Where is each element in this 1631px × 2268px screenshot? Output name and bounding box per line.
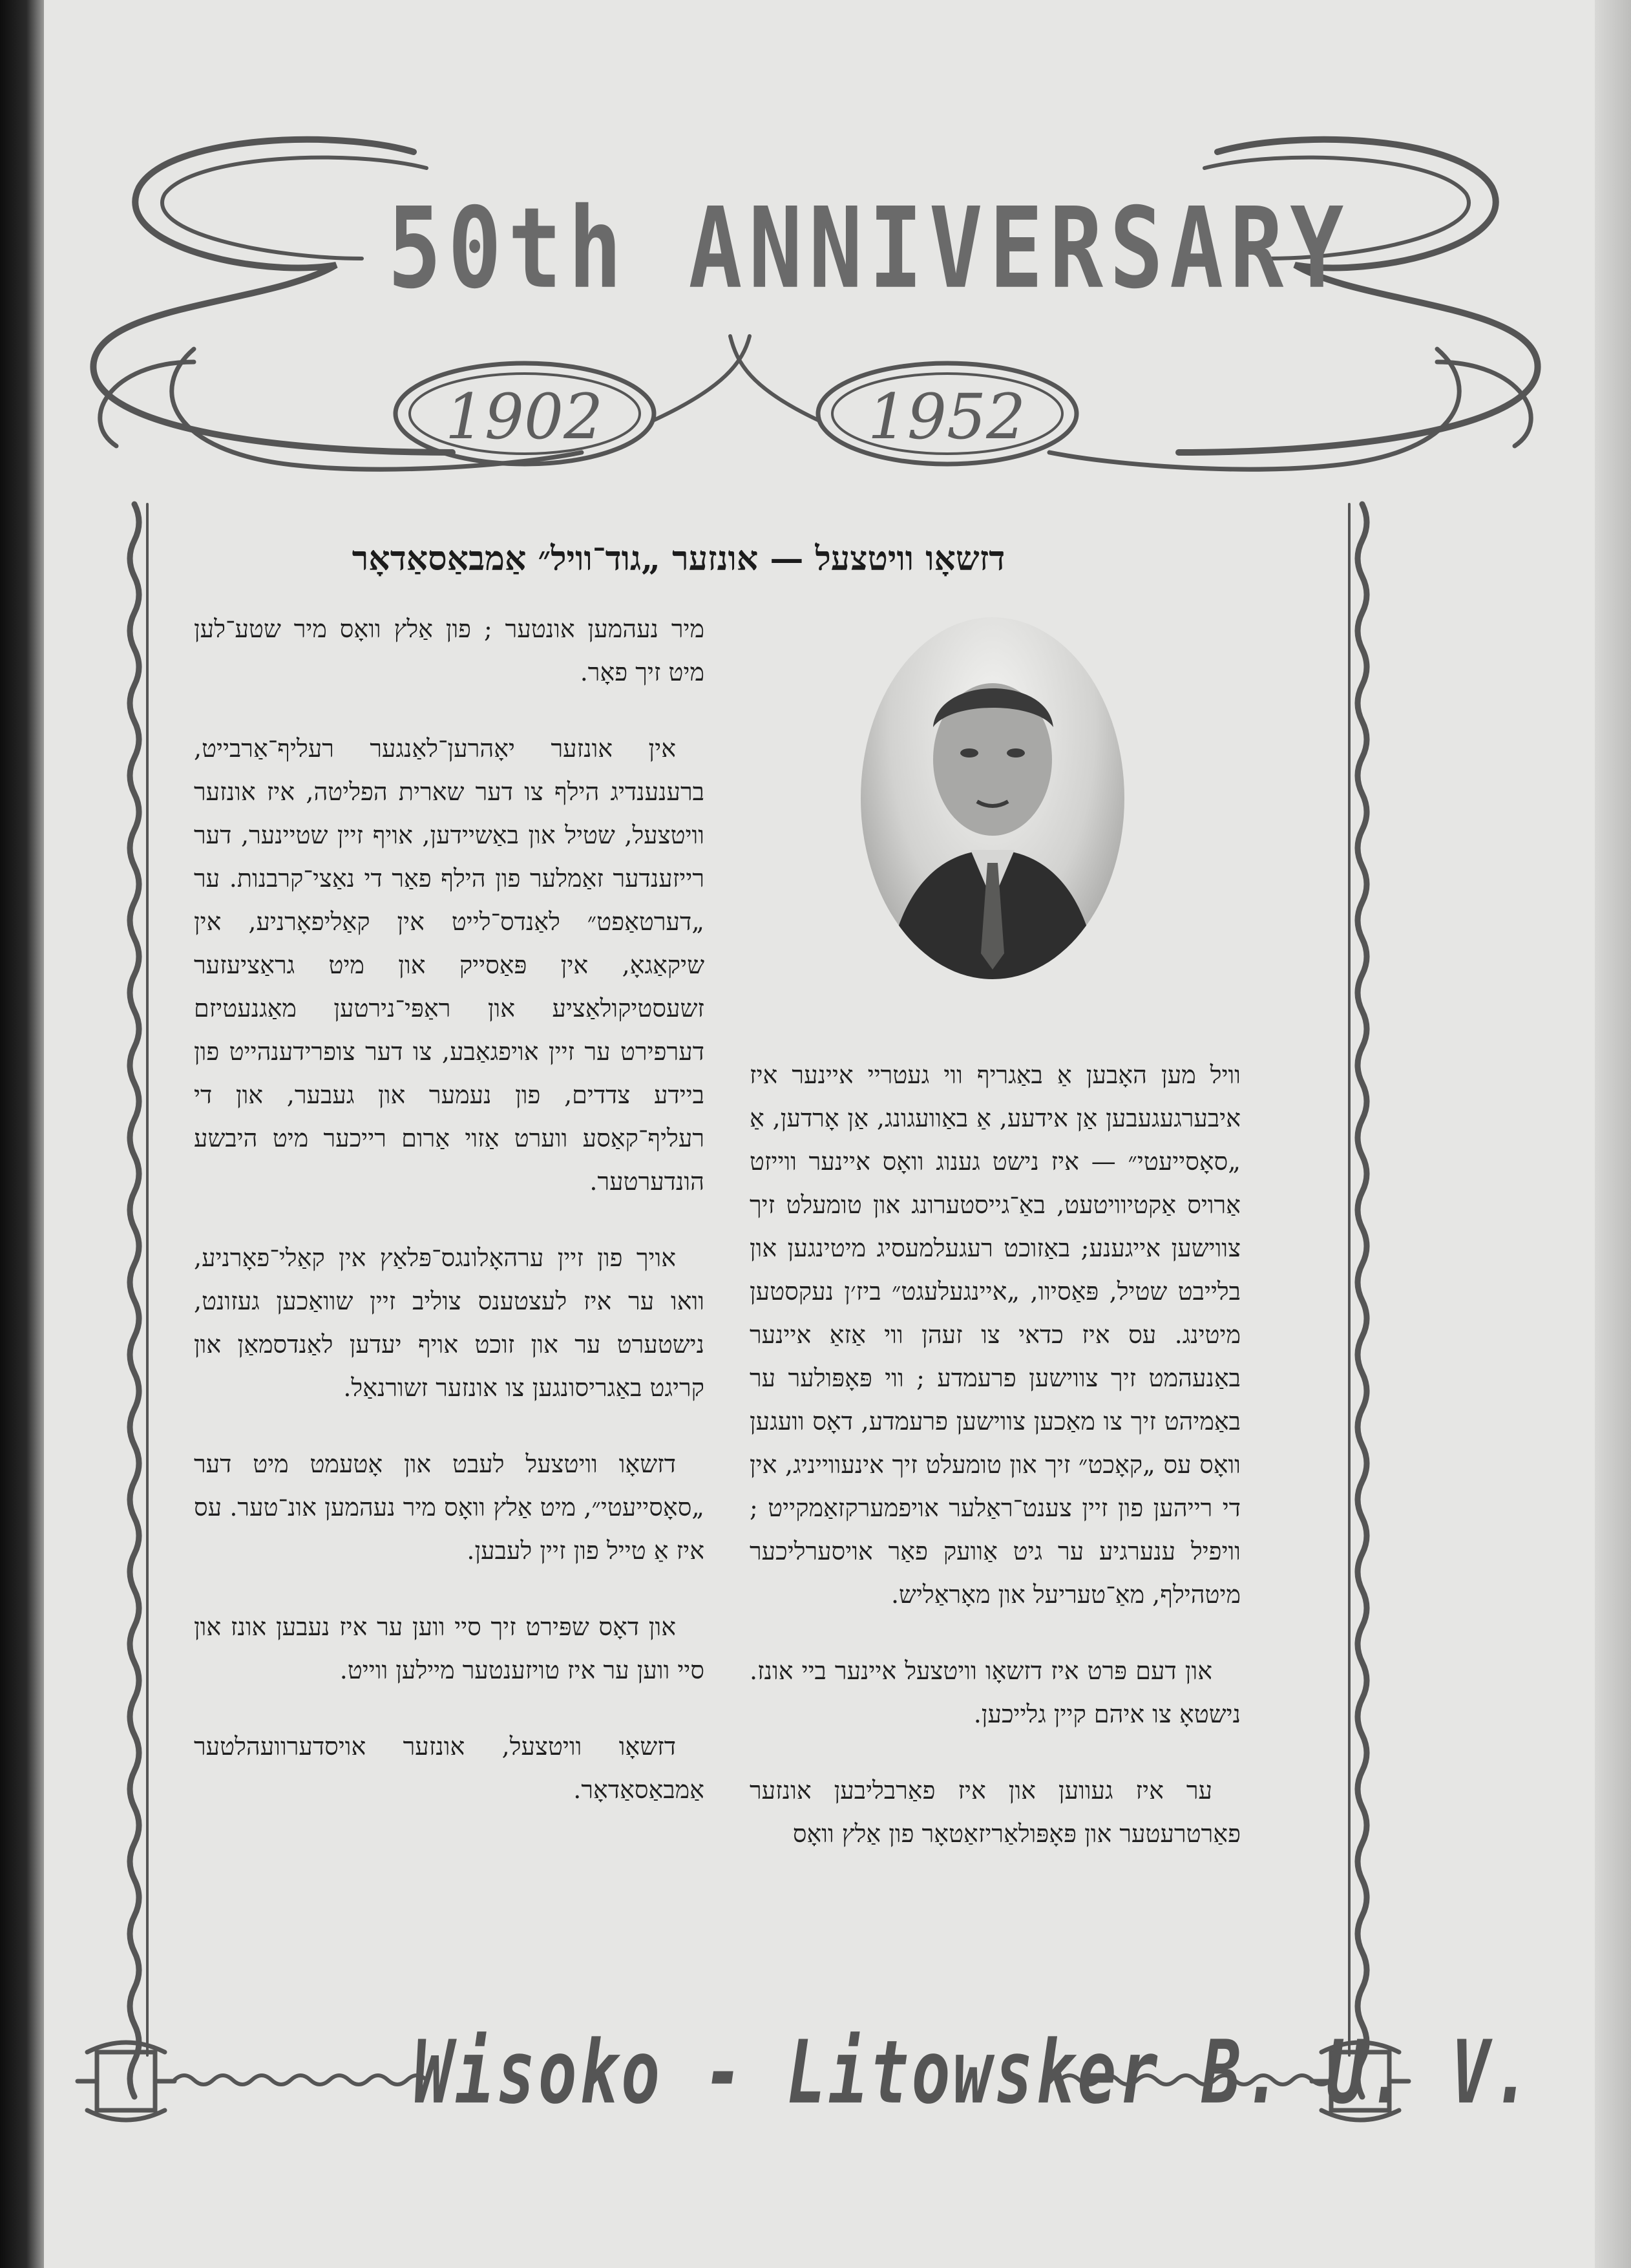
bottom-rope-left [174, 2075, 426, 2084]
year-start: 1902 [445, 381, 604, 453]
year-end: 1952 [867, 381, 1026, 453]
left-paragraph: דזשאָו וויטצעל, אונזער אויסדערוועהלטער אַמבאַסאַדאָר. [194, 1732, 704, 1804]
article-headline: דזשאָו וויטצעל — אונזער „גוד־וויל״ אַמבאַסאַדאָר [352, 539, 1005, 578]
anniversary-title: 50th ANNIVERSARY [388, 183, 1351, 313]
portrait-figure [861, 617, 1124, 979]
left-paragraph: אויך פון זיין ערהאָלונגס־פּלאַץ אין קאַלי־פאָרניע, וואו ער איז לעצטענס צוליב זיין שוואַכען געזונט, נישטערט ער און זוכט אויף יעדען לאַנדסמאַן און קריגט באַגריסונגען צו אונזער זשורנאַל. [194, 1244, 704, 1402]
left-paragraph: און דאָס שפּירט זיך סיי ווען ער איז נעבען אונז און סיי ווען ער איז טויזענטער מיילען ווייט. [194, 1613, 704, 1684]
right-text-column [750, 1054, 1241, 2030]
bottom-left-scroll [78, 2042, 174, 2120]
right-paragraph: וויל מען האָבען אַ באַגריף ווי געטריי איינער איז איבערגעגעבען אַן אידעע, אַ באַוועגונג, אַן אָרדען, אַ „סאָסייעטי״ — איז נישט גענוג וואָס איינער ווייזט אַרויס אַקטיוויטעט, באַ־גייסטערונג און טומעלט זיך צווישען אייגענע; באַזוכט רעגעלמעסיג מיטינגען און בלייבט שטיל, פּאַסיוו, „איינגעלעגט״ ביז׳ן נעקסטען מיטינג. עס איז כדאי צו זעהן ווי אַזאַ איינער באַנעהמט זיך צווישען פרעמדע ; ווי פּאָפּולער ער באַמיהט זיך צו מאַכען צווישען פרעמדע, דאָס וועגען וואָס עס „קאָכט״ זיך און טומעלט זיך אינעווייניג, אין די רייהען פון זיין צענט־ראַלער אויפמערקזאַמקייט ; וויפיל ענערגיע ער גיט אַוועק פאַר אויסערליכער מיטהילף, מאַ־טעריעל און מאָראַליש. [750, 1061, 1241, 1609]
left-text-column [194, 608, 704, 2004]
left-paragraph: מיר נעהמען אונטער ; פון אַלץ וואָס מיר שטע־לען מיט זיך פאָר. [194, 615, 704, 686]
right-paragraph: ער איז געווען און איז פאַרבליבען אונזער פאַרטרעטער און פּאָפּולאַריזאַטאָר פון אַלץ וואָס [750, 1776, 1241, 1848]
left-paragraph: דזשאָו וויטצעל לעבט און אָטעמט מיט דער „סאָסייעטי״, מיט אַלץ וואָס מיר נעהמען אונ־טער. עס איז אַ טייל פון זיין לעבען. [194, 1450, 704, 1565]
left-paragraph: אין אונזער יאָהרען־לאַנגער רעליף־אַרבייט, ברענענדיג הילף צו דער שארית הפליטה, איז אונזער וויטצעל, שטיל און באַשיידען, אויף זיין שטיינער, דער רייזענדער זאַמלער פון הילף פאַר די נאַצי־קרבנות. ער „דערטאַפט״ לאַנדס־לייט אין קאַליפאָרניע, אין שיקאַגאָ, אין פּאַסייק און מיט גראַציעזער זשעסטיקולאַציע און ראַפּי־נירטען מאַגנעטיזם דערפירט ער זיין אויפגאַבע, צו דער צופרידענהייט פון ביידע צדדים, פון נעמער און געבער, און די רעליף־קאַסע ווערט אַזוי אַרום רייכער מיט היבשע הונדערטער. [194, 734, 704, 1196]
portrait-photo [861, 617, 1124, 979]
left-wavy-border [130, 504, 147, 2097]
right-paragraph: און דעם פּרט איז דזשאָו וויטצעל איינער ביי אונז. נישטאָ צו איהם קיין גלייכען. [750, 1657, 1241, 1728]
society-name-footer: Wisoko - Litowsker B. U. V. [414, 2021, 1534, 2124]
right-wavy-border [1349, 504, 1367, 2097]
